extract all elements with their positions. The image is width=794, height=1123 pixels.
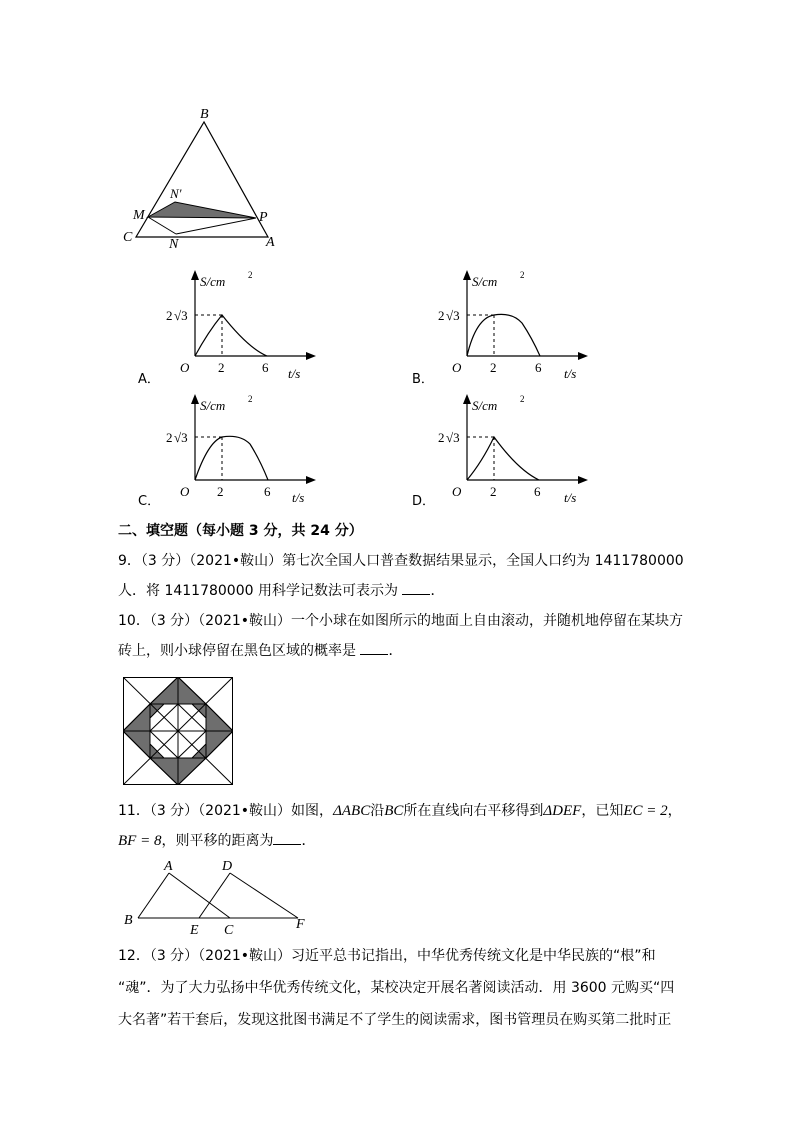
svg-text:6: 6 [534, 484, 541, 499]
q10-answer-blank[interactable] [360, 640, 388, 655]
svg-text:B: B [124, 913, 133, 928]
svg-text:S/cm: S/cm [472, 398, 498, 413]
q12-line2: “魂”．为了大力弘扬中华优秀传统文化，某校决定开展名著阅读活动．用 3600 元购买“四 [118, 980, 675, 996]
q11-line1: 11．（3 分）（2021•鞍山）如图，ΔABC沿BC所在直线向右平移得到ΔDEF，已知EC = 2， [118, 803, 682, 819]
label-nprime: N' [170, 186, 182, 201]
svg-text:2: 2 [520, 270, 525, 280]
svg-text:2: 2 [490, 484, 497, 499]
svg-text:2: 2 [218, 360, 225, 375]
question-11 [118, 796, 684, 856]
q10-line2: 砖上，则小球停留在黑色区域的概率是 ． [118, 636, 684, 666]
svg-text:O: O [452, 484, 462, 499]
option-d-label: D． [412, 494, 436, 509]
svg-text:D: D [222, 859, 233, 874]
q10-line1: 10．（3 分）（2021•鞍山）一个小球在如图所示的地面上自由滚动，并随机地停留在某块方 [118, 613, 684, 629]
q9-line1: 9．（3 分）（2021•鞍山）第七次全国人口普查数据结果显示，全国人口约为 1411780000 [118, 553, 684, 569]
svg-text:√3: √3 [446, 430, 460, 445]
svg-text:2: 2 [520, 394, 525, 404]
label-n: N [169, 237, 179, 252]
svg-text:2: 2 [438, 430, 445, 445]
label-b: B [200, 107, 209, 122]
q11-line2: BF = 8，则平移的距离为 ． [118, 826, 684, 856]
svg-text:t/s: t/s [564, 490, 577, 505]
svg-text:2: 2 [490, 360, 497, 375]
svg-text:2: 2 [248, 394, 253, 404]
question-10 [118, 606, 684, 666]
svg-text:2: 2 [166, 308, 173, 323]
svg-text:2: 2 [217, 484, 224, 499]
triangle-figure [118, 100, 288, 260]
svg-text:2: 2 [438, 308, 445, 323]
tile-figure [123, 677, 233, 785]
q11-answer-blank[interactable] [273, 830, 301, 845]
svg-text:√3: √3 [174, 308, 188, 323]
svg-text:2: 2 [166, 430, 173, 445]
shaded-triangle [148, 202, 256, 218]
svg-text:√3: √3 [174, 430, 188, 445]
question-12 [118, 940, 684, 1036]
option-c-label: C． [138, 494, 161, 509]
label-m: M [133, 208, 145, 223]
question-9 [118, 546, 684, 606]
q9-line2: 人．将 1411780000 用科学记数法可表示为 ． [118, 576, 684, 606]
svg-text:S/cm: S/cm [472, 274, 498, 289]
q12-line3: 大名著”若干套后，发现这批图书满足不了学生的阅读需求，图书管理员在购买第二批时正 [118, 1012, 672, 1028]
option-b-label: B． [412, 372, 434, 387]
graph-option-d [432, 392, 597, 512]
svg-text:F: F [296, 917, 305, 932]
svg-text:O: O [180, 484, 190, 499]
graph-option-a [160, 268, 325, 388]
svg-text:O: O [452, 360, 462, 375]
svg-text:O: O [180, 360, 190, 375]
option-a-label: A． [138, 372, 160, 387]
label-a: A [266, 235, 275, 250]
svg-text:t/s: t/s [288, 366, 301, 381]
svg-text:S/cm: S/cm [200, 398, 226, 413]
svg-text:6: 6 [262, 360, 269, 375]
svg-text:S/cm: S/cm [200, 274, 226, 289]
svg-text:6: 6 [535, 360, 542, 375]
q9-answer-blank[interactable] [402, 580, 430, 595]
label-c: C [123, 230, 133, 245]
translation-figure [118, 856, 328, 938]
svg-text:t/s: t/s [564, 366, 577, 381]
svg-text:6: 6 [264, 484, 271, 499]
segment-np [176, 218, 256, 234]
section-title: 二、填空题（每小题 3 分，共 24 分） [118, 523, 363, 539]
svg-text:√3: √3 [446, 308, 460, 323]
svg-text:2: 2 [248, 270, 253, 280]
segment-mn [148, 217, 176, 234]
svg-text:C: C [224, 923, 234, 938]
svg-text:A: A [164, 859, 173, 874]
q12-line1: 12．（3 分）（2021•鞍山）习近平总书记指出，中华优秀传统文化是中华民族的“根”和 [118, 948, 656, 964]
graph-option-c [160, 392, 325, 512]
label-p: P [259, 210, 268, 225]
graph-option-b [432, 268, 597, 388]
svg-text:t/s: t/s [292, 490, 305, 505]
svg-text:E: E [190, 923, 199, 938]
